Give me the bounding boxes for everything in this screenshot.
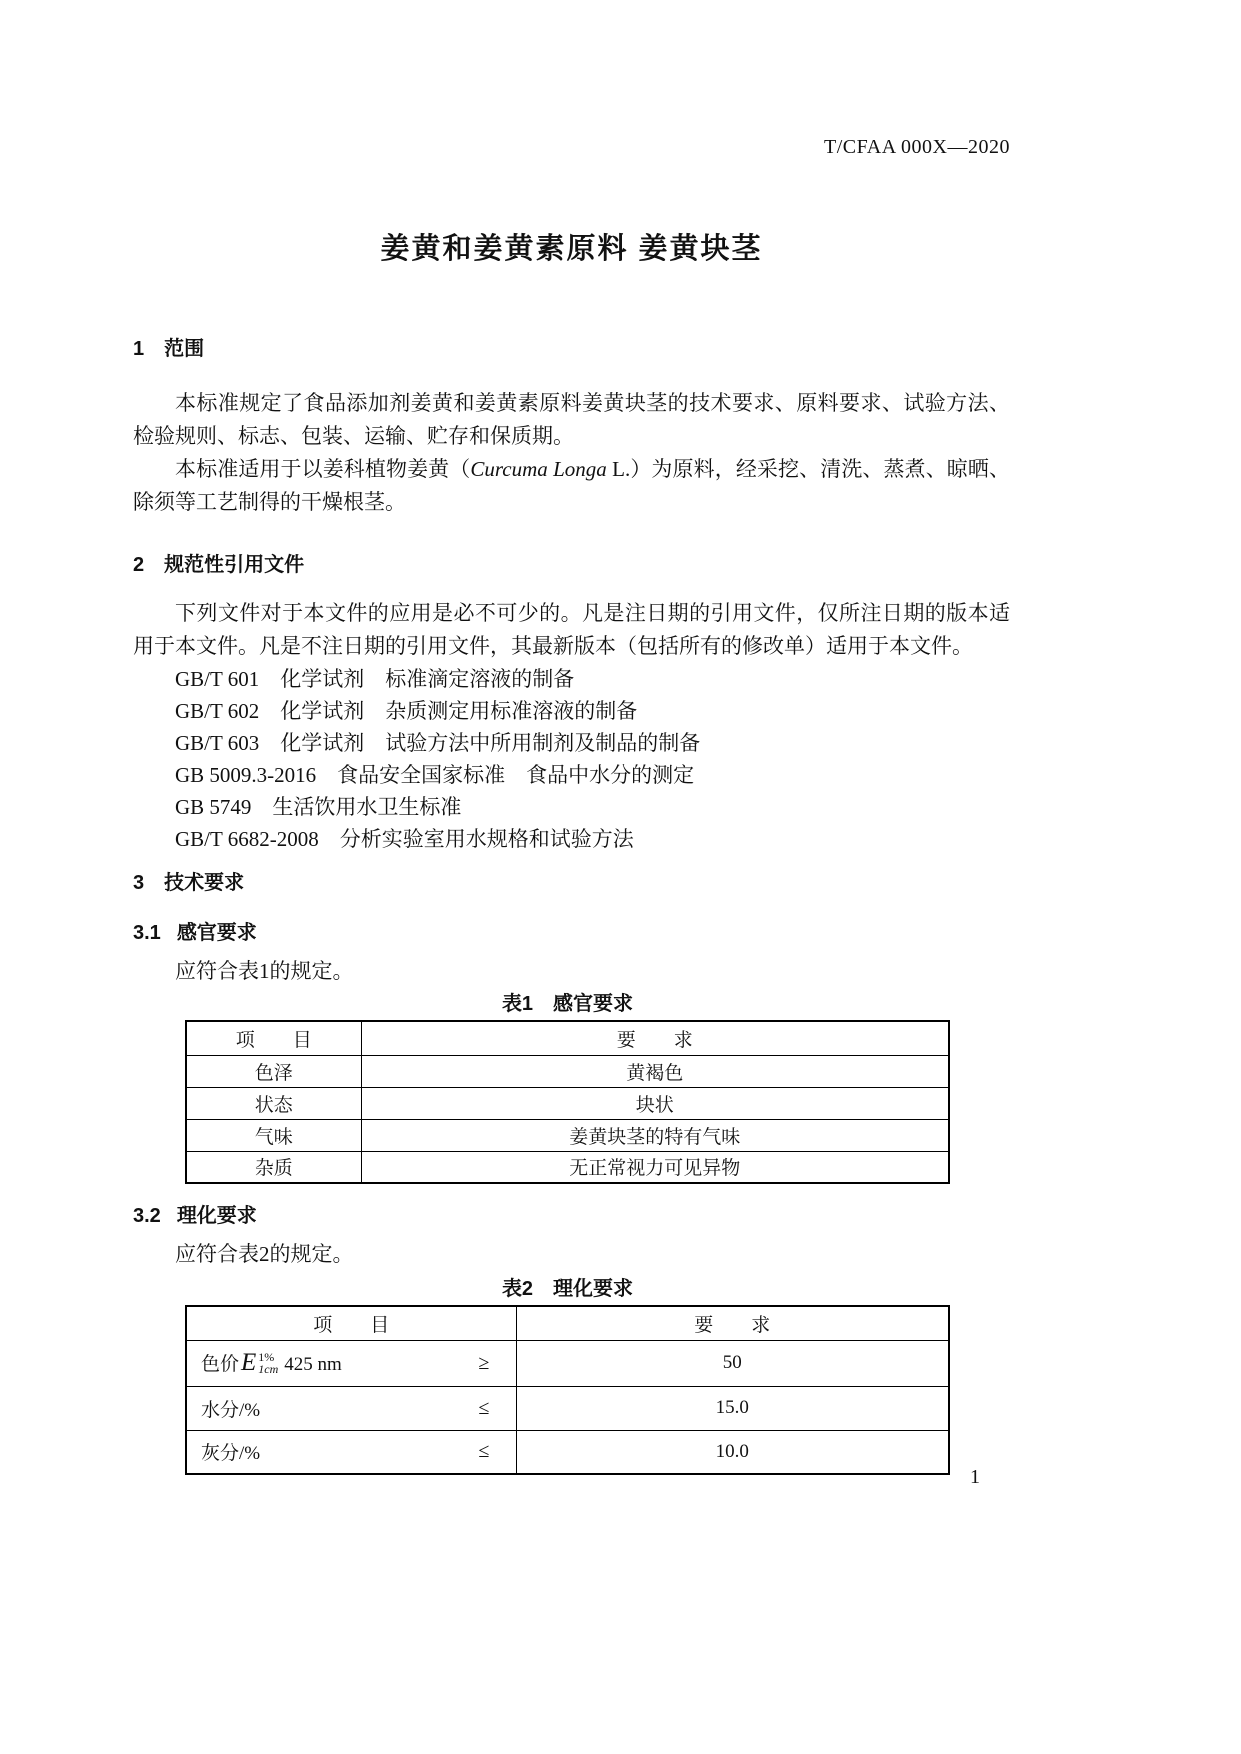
table1-cell-requirement: 姜黄块茎的特有气味 <box>361 1119 949 1151</box>
table2-cell-item <box>186 1386 516 1430</box>
section-1-heading <box>133 335 1010 363</box>
section-2-heading <box>133 551 1010 579</box>
table2-column-header-item: 项 目 <box>186 1306 516 1340</box>
table2-header-row <box>186 1306 949 1340</box>
less-equal-symbol: ≤ <box>478 1440 490 1463</box>
color-value-label <box>201 1349 342 1377</box>
table2-cell-requirement: 15.0 <box>516 1386 949 1430</box>
section-3-heading <box>133 869 1010 897</box>
table2-cell-requirement: 10.0 <box>516 1430 949 1474</box>
section-1-title: 范围 <box>164 338 205 360</box>
color-value-label-row <box>187 1349 516 1377</box>
section-3-title: 技术要求 <box>164 872 245 894</box>
section-3-1-heading <box>133 919 1010 947</box>
references-list <box>133 663 1010 855</box>
table-row <box>186 1386 949 1430</box>
less-equal-symbol: ≤ <box>478 1396 490 1419</box>
table1-cell-item: 状态 <box>186 1087 361 1119</box>
scope-paragraph-1: 本标准规定了食品添加剂姜黄和姜黄素原料姜黄块茎的技术要求、原料要求、试验方法、检验规则、标志、包装、运输、贮存和保质期。 <box>133 391 1010 448</box>
reference-item: GB/T 6682-2008 分析实验室用水规格和试验方法 <box>175 827 634 851</box>
table2-lead-sentence: 应符合表2的规定。 <box>175 1242 354 1266</box>
document-title: 姜黄和姜黄素原料 姜黄块茎 <box>380 233 763 265</box>
color-value-wavelength: 425 nm <box>284 1354 342 1375</box>
table-row <box>186 1055 949 1087</box>
table2-cell-item <box>186 1340 516 1386</box>
section-1-number: 1 <box>133 338 145 360</box>
e-notation-superscript: 1% <box>258 1350 275 1364</box>
table-row <box>186 1087 949 1119</box>
table1-cell-item: 气味 <box>186 1119 361 1151</box>
section-3-number: 3 <box>133 872 145 894</box>
standard-code: T/CFAA 000X—2020 <box>824 136 1010 158</box>
scope-paragraph-2 <box>133 453 1010 519</box>
color-value-label-pre: 色价 <box>201 1354 240 1375</box>
section-3-2-heading <box>133 1202 1010 1230</box>
e-notation-subscript: 1cm <box>258 1362 279 1376</box>
section-3-1-number: 3.1 <box>133 922 161 944</box>
table1-column-header-item: 项 目 <box>186 1021 361 1055</box>
reference-item: GB/T 603 化学试剂 试验方法中所用制剂及制品的制备 <box>175 731 701 755</box>
page-content <box>133 0 1010 1475</box>
section-3-2-number: 3.2 <box>133 1205 161 1227</box>
table1-column-header-requirement: 要 求 <box>361 1021 949 1055</box>
table1-cell-requirement: 无正常视力可见异物 <box>361 1151 949 1183</box>
table1-cell-item: 杂质 <box>186 1151 361 1183</box>
e-notation <box>241 1349 278 1377</box>
table2-caption: 表2 理化要求 <box>501 1278 634 1300</box>
sensory-requirements-table <box>185 1020 950 1184</box>
table1-cell-requirement: 块状 <box>361 1087 949 1119</box>
species-latin-name: Curcuma Longa <box>470 457 607 481</box>
moisture-label-row <box>187 1395 516 1422</box>
reference-item: GB 5009.3-2016 食品安全国家标准 食品中水分的测定 <box>175 763 695 787</box>
table2-column-header-requirement: 要 求 <box>516 1306 949 1340</box>
e-notation-base: E <box>241 1349 257 1376</box>
section-3-1-title: 感官要求 <box>176 922 257 944</box>
section-2-title: 规范性引用文件 <box>164 554 305 576</box>
table-row <box>186 1430 949 1474</box>
table2-cell-item <box>186 1430 516 1474</box>
ash-label: 灰分/% <box>201 1443 261 1465</box>
section-2-number: 2 <box>133 554 145 576</box>
table1-lead-sentence: 应符合表1的规定。 <box>175 959 354 983</box>
ash-label-row <box>187 1438 516 1465</box>
table2-cell-requirement: 50 <box>516 1340 949 1386</box>
reference-item: GB 5749 生活饮用水卫生标准 <box>175 795 462 819</box>
table-row <box>186 1151 949 1183</box>
scope-paragraph-2-pre: 本标准适用于以姜科植物姜黄（ <box>175 457 471 481</box>
table1-cell-requirement: 黄褐色 <box>361 1055 949 1087</box>
e-notation-scripts <box>258 1351 278 1375</box>
table-row <box>186 1340 949 1386</box>
moisture-label: 水分/% <box>201 1399 261 1421</box>
reference-item: GB/T 601 化学试剂 标准滴定溶液的制备 <box>175 667 575 691</box>
section-3-2-title: 理化要求 <box>176 1205 257 1227</box>
table1-caption: 表1 感官要求 <box>501 993 634 1015</box>
greater-equal-symbol: ≥ <box>478 1351 490 1374</box>
references-intro-paragraph: 下列文件对于本文件的应用是必不可少的。凡是注日期的引用文件，仅所注日期的版本适用于本文件。凡是不注日期的引用文件，其最新版本（包括所有的修改单）适用于本文件。 <box>133 601 1010 658</box>
page-number: 1 <box>970 1466 980 1488</box>
scope-paragraph-2-post: L.）为原料，经采挖、清洗、蒸煮、晾晒、除须等工艺制得的干燥根茎。 <box>133 457 1011 514</box>
table1-cell-item: 色泽 <box>186 1055 361 1087</box>
reference-item: GB/T 602 化学试剂 杂质测定用标准溶液的制备 <box>175 699 638 723</box>
table1-header-row <box>186 1021 949 1055</box>
physicochemical-requirements-table <box>185 1305 950 1475</box>
table-row <box>186 1119 949 1151</box>
